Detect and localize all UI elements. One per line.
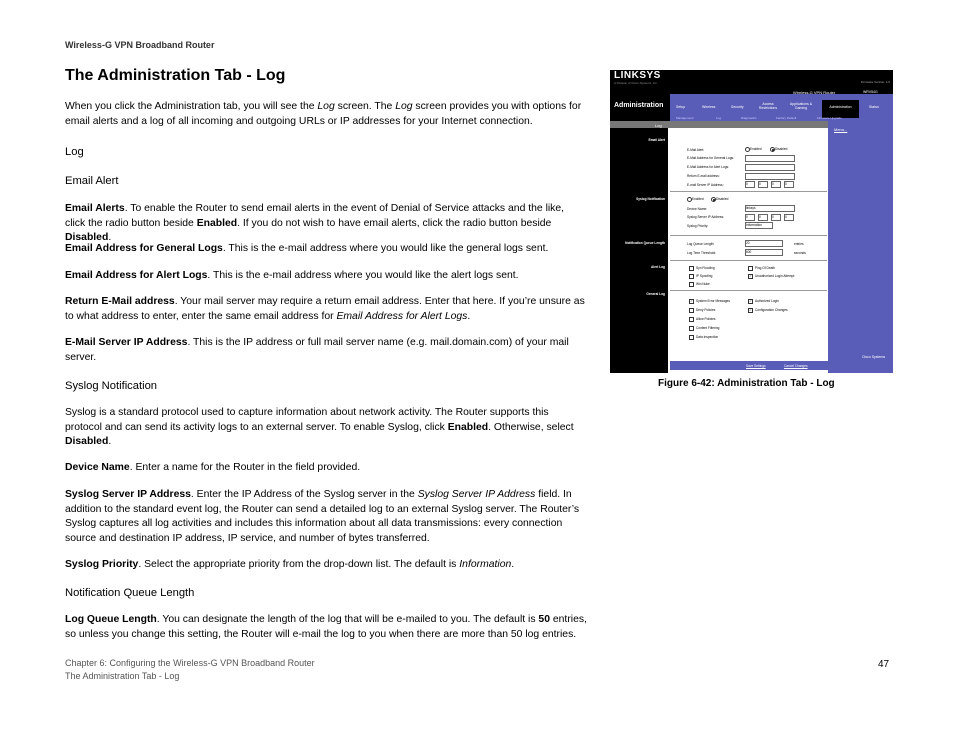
- subtab-factory-default[interactable]: Factory Default: [776, 116, 797, 120]
- syslog-priority-paragraph: Syslog Priority. Select the appropriate priority from the drop-down list. The default is Information.: [65, 559, 515, 570]
- tab-applications-gaming[interactable]: Applications & Gaming: [789, 102, 813, 110]
- log-header-bar: [610, 121, 833, 128]
- subtab-firmware-upgrade[interactable]: Firmware Upgrade: [817, 116, 842, 120]
- model-name: WRV54G: [863, 90, 878, 94]
- screenshot-top-bar: [610, 70, 893, 94]
- subtab-log[interactable]: Log: [716, 116, 722, 120]
- syslog-server-label: Syslog Server IP Address:: [687, 215, 724, 219]
- figure-caption: Figure 6-42: Administration Tab - Log: [658, 378, 835, 389]
- device-name-input[interactable]: linksys: [745, 205, 795, 212]
- router-screenshot: [610, 70, 893, 373]
- return-email-paragraph: Return E-Mail address. Your mail server may require a return email address. Enter that here. If you’re unsure as to what address to enter, enter the same email address for Email Address for Alert Logs.: [65, 296, 585, 322]
- authorized-login-checkbox[interactable]: ✓: [749, 299, 752, 303]
- syn-flooding-checkbox[interactable]: [689, 266, 694, 271]
- device-name-label: Device Name:: [687, 207, 708, 211]
- ping-of-death-label: Ping Of Death: [755, 266, 776, 270]
- email-alert-heading: Email Alert: [65, 175, 119, 187]
- section-email-alert: Email Alert: [648, 138, 665, 142]
- win-nuke-label: Win Nuke: [696, 282, 710, 286]
- system-error-label: System Error Messages: [696, 299, 731, 303]
- log-header-label: Log: [655, 123, 662, 128]
- syslog-priority-select[interactable]: Information: [745, 222, 773, 229]
- config-changes-checkbox[interactable]: ✓: [749, 308, 752, 312]
- queue-length-input[interactable]: 20: [745, 240, 783, 247]
- data-inspection-label: Data Inspection: [696, 335, 719, 339]
- email-server-label: E-mail Server IP Address :: [687, 183, 725, 187]
- syslog-ip-1[interactable]: 0: [745, 214, 755, 221]
- divider: [670, 260, 827, 261]
- win-nuke-checkbox[interactable]: [689, 282, 694, 287]
- alert-logs-paragraph: Email Address for Alert Logs. This is the e-mail address where you would like the alert logs sent.: [65, 270, 519, 281]
- footer-chapter: Chapter 6: Configuring the Wireless-G VPN Broadband Router: [65, 658, 315, 668]
- intro-paragraph: When you click the Administration tab, you will see the Log screen. The Log screen provides you with options for email alerts and a log of all incoming and outgoing URLs or IP addresses for your Internet connection.: [65, 101, 582, 127]
- running-header: Wireless-G VPN Broadband Router: [65, 40, 215, 50]
- linksys-logo: LINKSYS: [614, 70, 661, 81]
- queue-length-label: Log Queue Length:: [687, 242, 715, 246]
- section-queue: Notification Queue Length: [625, 241, 665, 245]
- cisco-logo: Cisco Systems: [862, 355, 886, 359]
- return-email-label: Return E-mail address:: [687, 174, 720, 178]
- cancel-changes-button[interactable]: Cancel Changes: [784, 364, 808, 368]
- system-error-checkbox[interactable]: ✓: [690, 299, 693, 303]
- divider: [670, 235, 827, 236]
- page-number: 47: [878, 659, 890, 670]
- deny-policies-checkbox[interactable]: [689, 308, 694, 313]
- general-logs-paragraph: Email Address for General Logs. This is the e-mail address where you would like the general logs sent.: [65, 243, 549, 254]
- email-alert-input[interactable]: [745, 164, 795, 171]
- email-general-label: E-Mail Address for General Logs:: [687, 156, 734, 160]
- email-alert-addr-label: E-Mail Address for Alert Logs:: [687, 165, 729, 169]
- content-filtering-checkbox[interactable]: [689, 326, 694, 331]
- section-general-log: General Log: [646, 292, 665, 296]
- section-syslog: Syslog Notification: [636, 197, 665, 201]
- tab-administration[interactable]: Administration: [822, 100, 859, 118]
- page-title: The Administration Tab - Log: [65, 67, 286, 84]
- unauthorized-login-label: Unauthorized Login Attempt: [755, 274, 795, 278]
- authorized-login-label: Authorized Login: [755, 299, 779, 303]
- divider: [670, 191, 827, 192]
- ip-spoofing-checkbox[interactable]: [689, 274, 694, 279]
- footer: [65, 657, 315, 682]
- syslog-server-paragraph: Syslog Server IP Address. Enter the IP Address of the Syslog server in the Syslog Server IP Address field. In addition to the standard event log, the Router can send a detailed log to an external Syslog server. The Router’s Syslog captures all log activities and includes this information about all data transmissions: every connection source and destination IP address, IP service, and number of bytes transferred.: [65, 489, 580, 544]
- syn-flooding-label: Syn Flooding: [696, 266, 715, 270]
- tab-setup[interactable]: Setup: [676, 105, 686, 109]
- data-inspection-checkbox[interactable]: [689, 335, 694, 340]
- subtab-management[interactable]: Management: [676, 116, 694, 120]
- email-alerts-paragraph: Email Alerts. To enable the Router to send email alerts in the event of Denial of Service attacks and the like, click the radio button beside Enabled. If you do not wish to have email alerts, click the radio button beside Disabled.: [65, 203, 565, 244]
- ip-spoofing-label: IP Spoofing: [696, 274, 713, 278]
- allow-policies-checkbox[interactable]: [689, 317, 694, 322]
- syslog-intro-paragraph: Syslog is a standard protocol used to capture information about network activity. The Router supports this protocol and can send its activity logs to an external server. To enable Syslog, click Enabled. Otherwise, select Disabled.: [65, 407, 574, 448]
- logo-subtitle: A Division of Cisco Systems, Inc.: [614, 81, 658, 85]
- tab-wireless[interactable]: Wireless: [702, 105, 716, 109]
- divider: [670, 290, 827, 291]
- email-ip-3[interactable]: 0: [771, 181, 781, 188]
- allow-policies-label: Allow Policies: [696, 317, 716, 321]
- footer-section: The Administration Tab - Log: [65, 670, 180, 681]
- log-heading: Log: [65, 146, 84, 158]
- syslog-enabled-label: Enabled: [692, 197, 704, 201]
- queue-unit: entries: [794, 242, 804, 246]
- right-column: [828, 121, 893, 373]
- email-ip-2[interactable]: 0: [758, 181, 768, 188]
- firmware-version: Firmware Version: 1.0: [860, 80, 890, 84]
- config-changes-label: Configuration Changes: [755, 308, 788, 312]
- email-ip-4[interactable]: 0: [784, 181, 794, 188]
- return-email-input[interactable]: [745, 173, 795, 180]
- tab-status[interactable]: Status: [869, 105, 879, 109]
- time-threshold-input[interactable]: 600: [745, 249, 783, 256]
- left-column: [610, 121, 668, 373]
- email-ip-1[interactable]: 0: [745, 181, 755, 188]
- unauthorized-login-checkbox[interactable]: ✓: [749, 274, 752, 278]
- email-disabled-label: Disabled: [775, 147, 788, 151]
- email-alert-label: E-Mail Alert:: [687, 148, 705, 152]
- queue-heading: Notification Queue Length: [65, 587, 195, 599]
- syslog-heading: Syslog Notification: [65, 380, 158, 392]
- syslog-ip-3[interactable]: 0: [771, 214, 781, 221]
- time-unit: seconds: [794, 251, 806, 255]
- tab-access-restrictions[interactable]: Access Restrictions: [758, 102, 778, 110]
- content-filtering-label: Content Filtering: [696, 326, 720, 330]
- device-name-paragraph: Device Name. Enter a name for the Router in the field provided.: [65, 462, 361, 473]
- syslog-priority-label: Syslog Priority:: [687, 224, 709, 228]
- syslog-ip-2[interactable]: 0: [758, 214, 768, 221]
- email-enabled-label: Enabled: [750, 147, 762, 151]
- tab-security[interactable]: Security: [731, 105, 744, 109]
- mail-server-paragraph: E-Mail Server IP Address. This is the IP address or full mail server name (e.g. mail.domain.com) of your mail server.: [65, 337, 569, 363]
- subtab-diagnostics[interactable]: Diagnostics: [741, 116, 757, 120]
- section-title: Administration: [614, 102, 664, 109]
- time-threshold-label: Log Time Threshold:: [687, 251, 716, 255]
- ping-of-death-checkbox[interactable]: [748, 266, 753, 271]
- product-name: Wireless-G VPN Router: [793, 90, 836, 95]
- section-alert-log: Alert Log: [651, 265, 665, 269]
- syslog-ip-4[interactable]: 0: [784, 214, 794, 221]
- deny-policies-label: Deny Policies: [696, 308, 716, 312]
- save-settings-button[interactable]: Save Settings: [746, 364, 766, 368]
- menu-link[interactable]: Menu...: [834, 127, 848, 132]
- syslog-disabled-label: Disabled: [716, 197, 729, 201]
- log-queue-paragraph: Log Queue Length. You can designate the length of the log that will be e-mailed to you. The default is 50 entries, so unless you change this setting, the Router will e-mail the log to you when there are more than 50 log entries.: [65, 614, 587, 640]
- email-general-input[interactable]: [745, 155, 795, 162]
